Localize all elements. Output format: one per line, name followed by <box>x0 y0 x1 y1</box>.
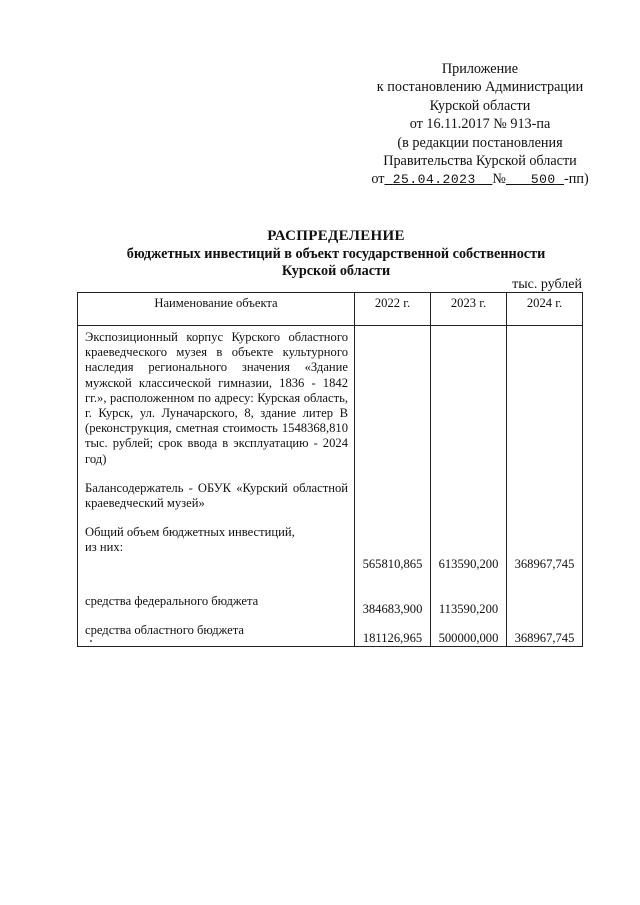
title-subtitle-region: Курской области <box>281 263 391 279</box>
header-2024: 2024 г. <box>507 293 583 326</box>
investment-table <box>77 292 583 647</box>
values-2024 <box>507 326 583 647</box>
values-2023 <box>431 326 507 647</box>
total-2022: 565810,865 <box>362 557 423 571</box>
units-label: тыс. рублей <box>512 277 582 292</box>
regional-2022: 181126,965 <box>362 631 423 645</box>
header-2023: 2023 г. <box>431 293 507 326</box>
document-title <box>60 228 612 281</box>
appendix-line: от 16.11.2017 № 913-па <box>409 116 551 133</box>
appendix-line: Правительства Курской области <box>383 153 577 170</box>
total-2024: 368967,745 <box>514 557 575 571</box>
appendix-ot: от <box>371 171 385 188</box>
appendix-suffix: -пп) <box>564 171 589 188</box>
regional-2023: 500000,000 <box>438 631 499 645</box>
regional-label: средства областного бюджета <box>85 622 244 637</box>
federal-2023: 113590,200 <box>438 602 499 616</box>
federal-label: средства федерального бюджета <box>85 593 259 608</box>
table-header-row <box>78 293 583 326</box>
total-sublabel: из них: <box>85 540 124 555</box>
federal-2022: 384683,900 <box>362 602 423 616</box>
values-2022 <box>355 326 431 647</box>
header-object-name: Наименование объекта <box>78 293 355 326</box>
scan-speck <box>90 640 92 642</box>
appendix-line: к постановлению Администрации <box>376 79 584 96</box>
total-label-block <box>85 525 348 555</box>
appendix-date: 25.04.2023 <box>392 172 476 188</box>
object-cell <box>78 326 355 647</box>
appendix-date-line <box>356 170 604 189</box>
total-2023: 613590,200 <box>438 557 499 571</box>
appendix-line: Курской области <box>429 97 531 114</box>
title-main: РАСПРЕДЕЛЕНИЕ <box>267 228 405 244</box>
object-description: Экспозиционный корпус Курского областного краеведческого музея в объекте культурного наследия регионального значения «Здание мужской классической гимназии, 1836 - 1842 гг.», расположенном по адресу: Курская область, г. Курск, ул. Луначарского, 8, здание литер В (реконструкция, сметная стоимость 1548368,810 тыс. рублей; срок ввода в эксплуатацию - 2024 год) <box>85 330 348 466</box>
appendix-number-sign: № <box>492 171 506 188</box>
table-body-row <box>78 326 583 647</box>
appendix-line: (в редакции постановления <box>397 134 563 151</box>
total-label: Общий объем бюджетных инвестиций, <box>85 525 295 540</box>
appendix-line: Приложение <box>441 61 519 77</box>
title-subtitle: бюджетных инвестиций в объект государственной собственности <box>126 245 546 262</box>
appendix-number: 500 <box>530 172 556 188</box>
regional-2024: 368967,745 <box>514 631 575 645</box>
appendix-header <box>356 60 604 190</box>
balance-holder: Балансодержатель - ОБУК «Курский областной краеведческий музей» <box>85 480 348 511</box>
header-2022: 2022 г. <box>355 293 431 326</box>
